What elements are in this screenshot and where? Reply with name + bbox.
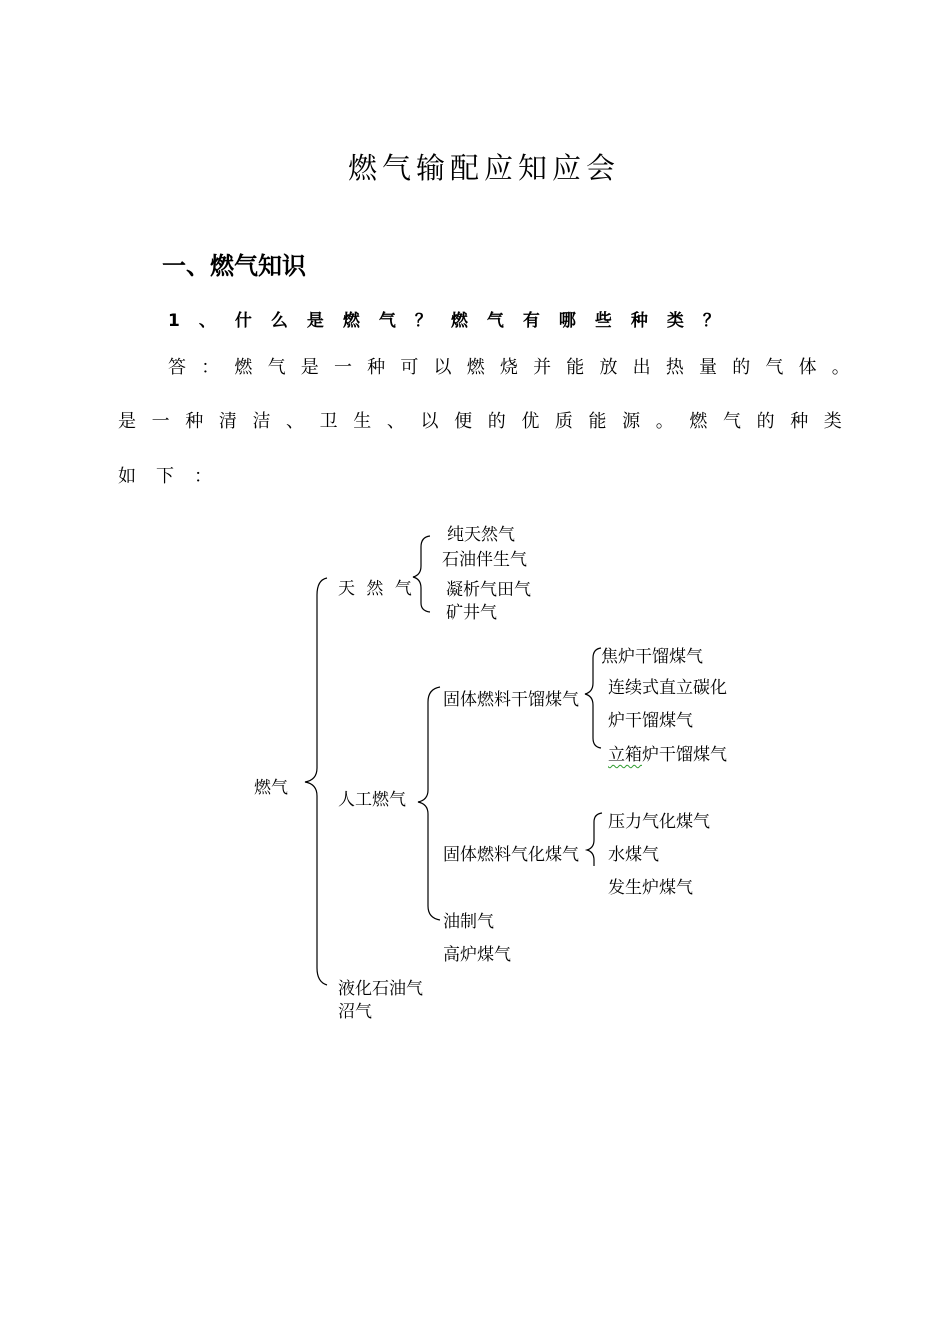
node-oil-gas: 油制气 [443,912,494,932]
brace-natural-gas [413,536,430,612]
brace-dry-distillation [585,648,601,748]
node-gasification-child: 发生炉煤气 [608,878,693,898]
section-heading: 一、燃气知识 [162,252,306,280]
node-root: 燃气 [254,778,288,798]
document-title: 燃气输配应知应会 [347,151,620,185]
brace-gasification [587,813,602,866]
node-natural-gas-child: 石油伴生气 [442,550,527,570]
node-gasification-child: 水煤气 [608,845,659,865]
node-dry-distillation-child: 立箱炉干馏煤气 [608,745,727,765]
node-natural-gas-child: 纯天然气 [447,525,515,545]
node-natural-gas: 天 然 气 [338,579,415,599]
node-biogas: 沼气 [338,1002,372,1022]
node-dry-distillation-child: 焦炉干馏煤气 [601,647,703,667]
node-gasification: 固体燃料气化煤气 [443,845,579,865]
answer-line-1: 答 ： 燃 气 是 一 种 可 以 燃 烧 并 能 放 出 热 量 的 气 体 。 [168,357,850,378]
brace-artificial-gas [418,687,440,920]
node-natural-gas-child: 矿井气 [446,603,497,623]
answer-line-3: 如下： [118,466,232,487]
node-lpg: 液化石油气 [338,979,423,999]
question-heading: 1、什么是燃气？燃气有哪些种类？ [168,311,739,331]
node-gasification-child: 压力气化煤气 [608,812,710,832]
node-dry-distillation-child: 连续式直立碳化 [608,678,727,698]
node-natural-gas-child: 凝析气田气 [446,580,531,600]
brace-root [305,578,327,985]
answer-line-2: 是 一 种 清 洁 、 卫 生 、 以 便 的 优 质 能 源 。 燃 气 的 种 类 [118,411,842,432]
node-dry-distillation-child: 炉干馏煤气 [608,711,693,731]
node-artificial-gas: 人工燃气 [338,790,406,810]
node-blast-furnace-gas: 高炉煤气 [443,945,511,965]
node-dry-distillation: 固体燃料干馏煤气 [443,690,579,710]
